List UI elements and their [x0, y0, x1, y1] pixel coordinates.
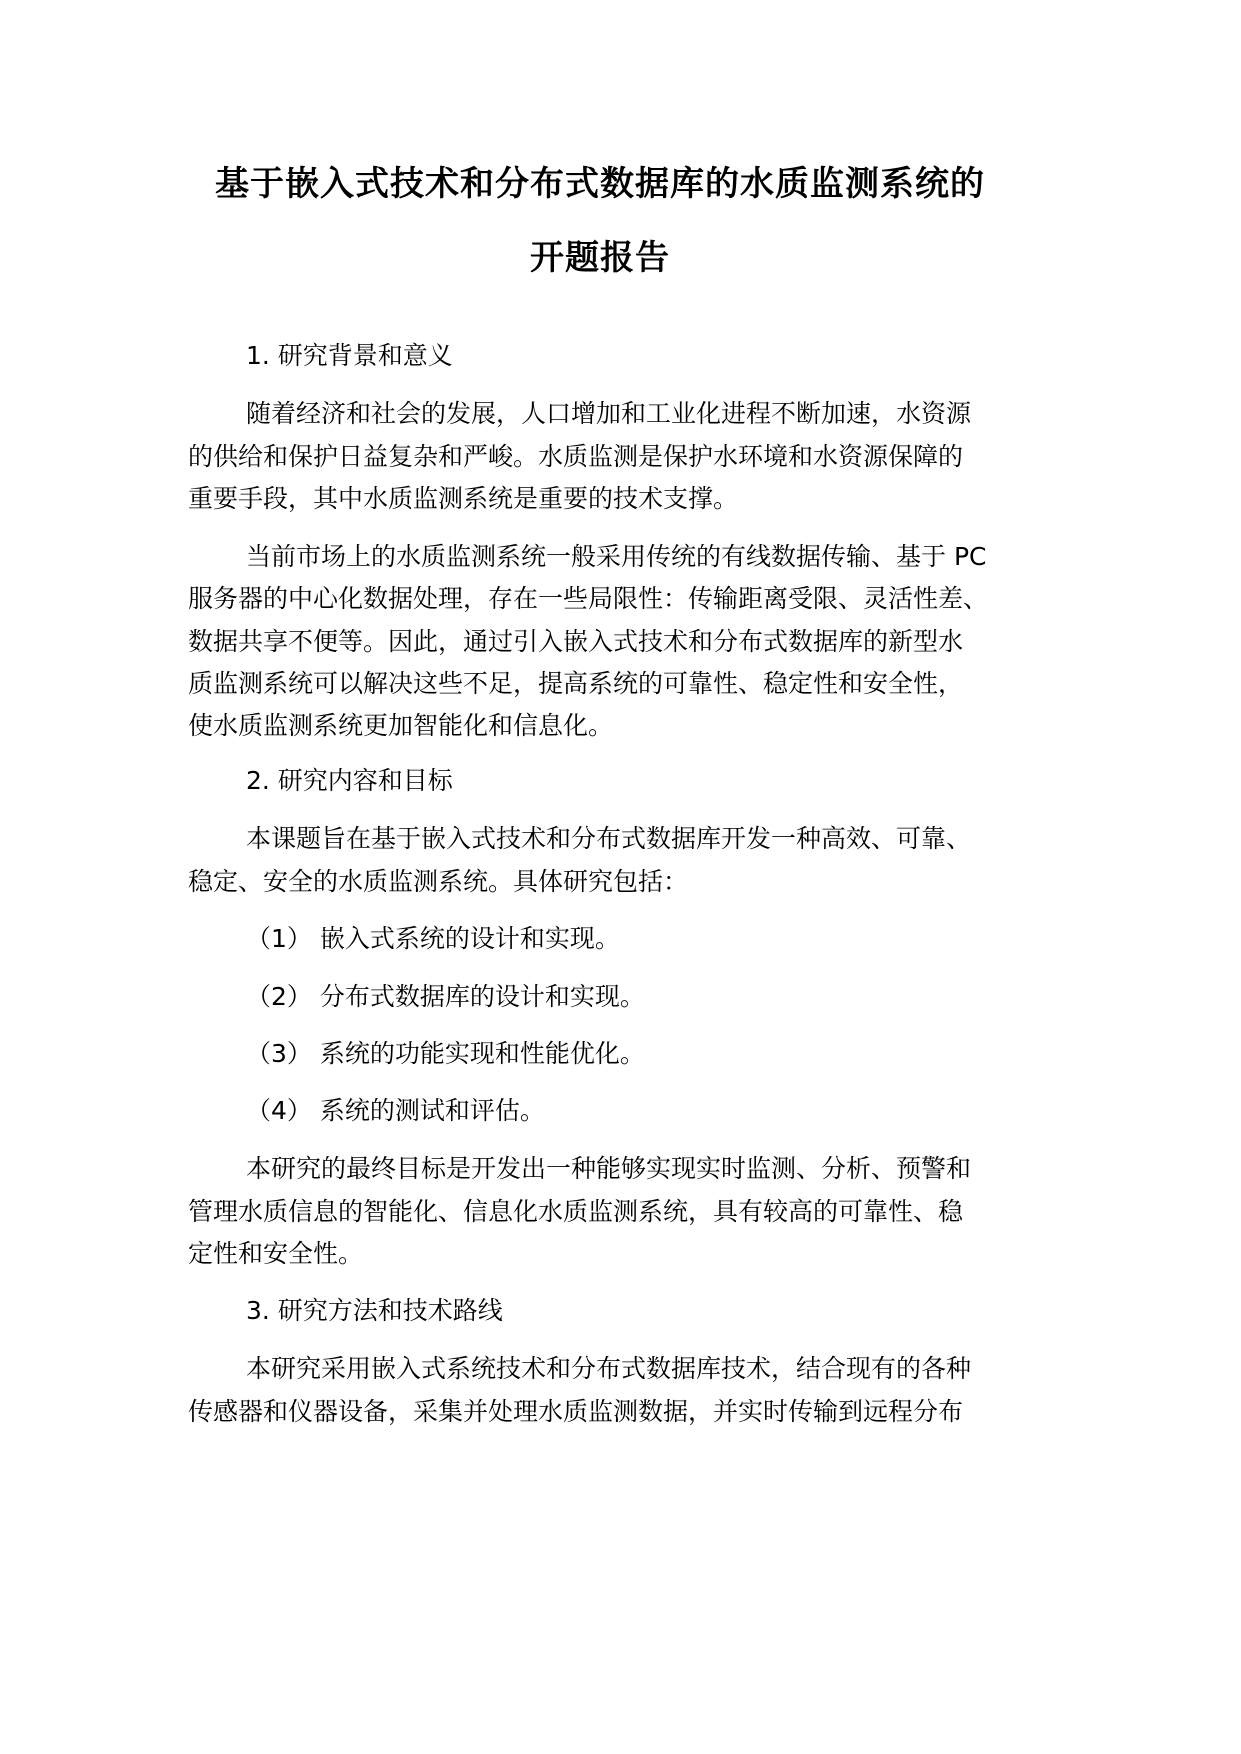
- document-title-line-2: 开题报告: [530, 238, 670, 278]
- paragraph-line: 管理水质信息的智能化、信息化水质监测系统，具有较高的可靠性、稳: [188, 1197, 964, 1226]
- section-heading-1: 1. 研究背景和意义: [246, 341, 453, 370]
- paragraph-line: 数据共享不便等。因此，通过引入嵌入式技术和分布式数据库的新型水: [188, 627, 964, 656]
- paragraph-line: 本课题旨在基于嵌入式技术和分布式数据库开发一种高效、可靠、: [246, 824, 972, 853]
- list-item-3: （3） 系统的功能实现和性能优化。: [246, 1039, 645, 1068]
- list-item-1: （1） 嵌入式系统的设计和实现。: [246, 924, 620, 953]
- paragraph-line: 稳定、安全的水质监测系统。具体研究包括：: [188, 867, 689, 896]
- section-heading-2: 2. 研究内容和目标: [246, 766, 453, 795]
- paragraph-line: 质监测系统可以解决这些不足，提高系统的可靠性、稳定性和安全性，: [188, 669, 964, 698]
- paragraph-line: 当前市场上的水质监测系统一般采用传统的有线数据传输、基于 PC: [246, 542, 987, 571]
- paragraph-line: 本研究的最终目标是开发出一种能够实现实时监测、分析、预警和: [246, 1154, 972, 1183]
- paragraph-line: 定性和安全性。: [188, 1239, 364, 1268]
- paragraph-line: 本研究采用嵌入式系统技术和分布式数据库技术，结合现有的各种: [246, 1354, 972, 1383]
- paragraph-line: 的供给和保护日益复杂和严峻。水质监测是保护水环境和水资源保障的: [188, 442, 964, 471]
- paragraph-line: 服务器的中心化数据处理，存在一些局限性：传输距离受限、灵活性差、: [188, 584, 989, 613]
- paragraph-line: 传感器和仪器设备，采集并处理水质监测数据，并实时传输到远程分布: [188, 1397, 964, 1426]
- document-title-line-1: 基于嵌入式技术和分布式数据库的水质监测系统的: [215, 164, 985, 204]
- paragraph-line: 随着经济和社会的发展，人口增加和工业化进程不断加速，水资源: [246, 399, 972, 428]
- section-heading-3: 3. 研究方法和技术路线: [246, 1296, 503, 1325]
- paragraph-line: 重要手段，其中水质监测系统是重要的技术支撑。: [188, 484, 739, 513]
- list-item-2: （2） 分布式数据库的设计和实现。: [246, 982, 645, 1011]
- paragraph-line: 使水质监测系统更加智能化和信息化。: [188, 711, 614, 740]
- list-item-4: （4） 系统的测试和评估。: [246, 1096, 545, 1125]
